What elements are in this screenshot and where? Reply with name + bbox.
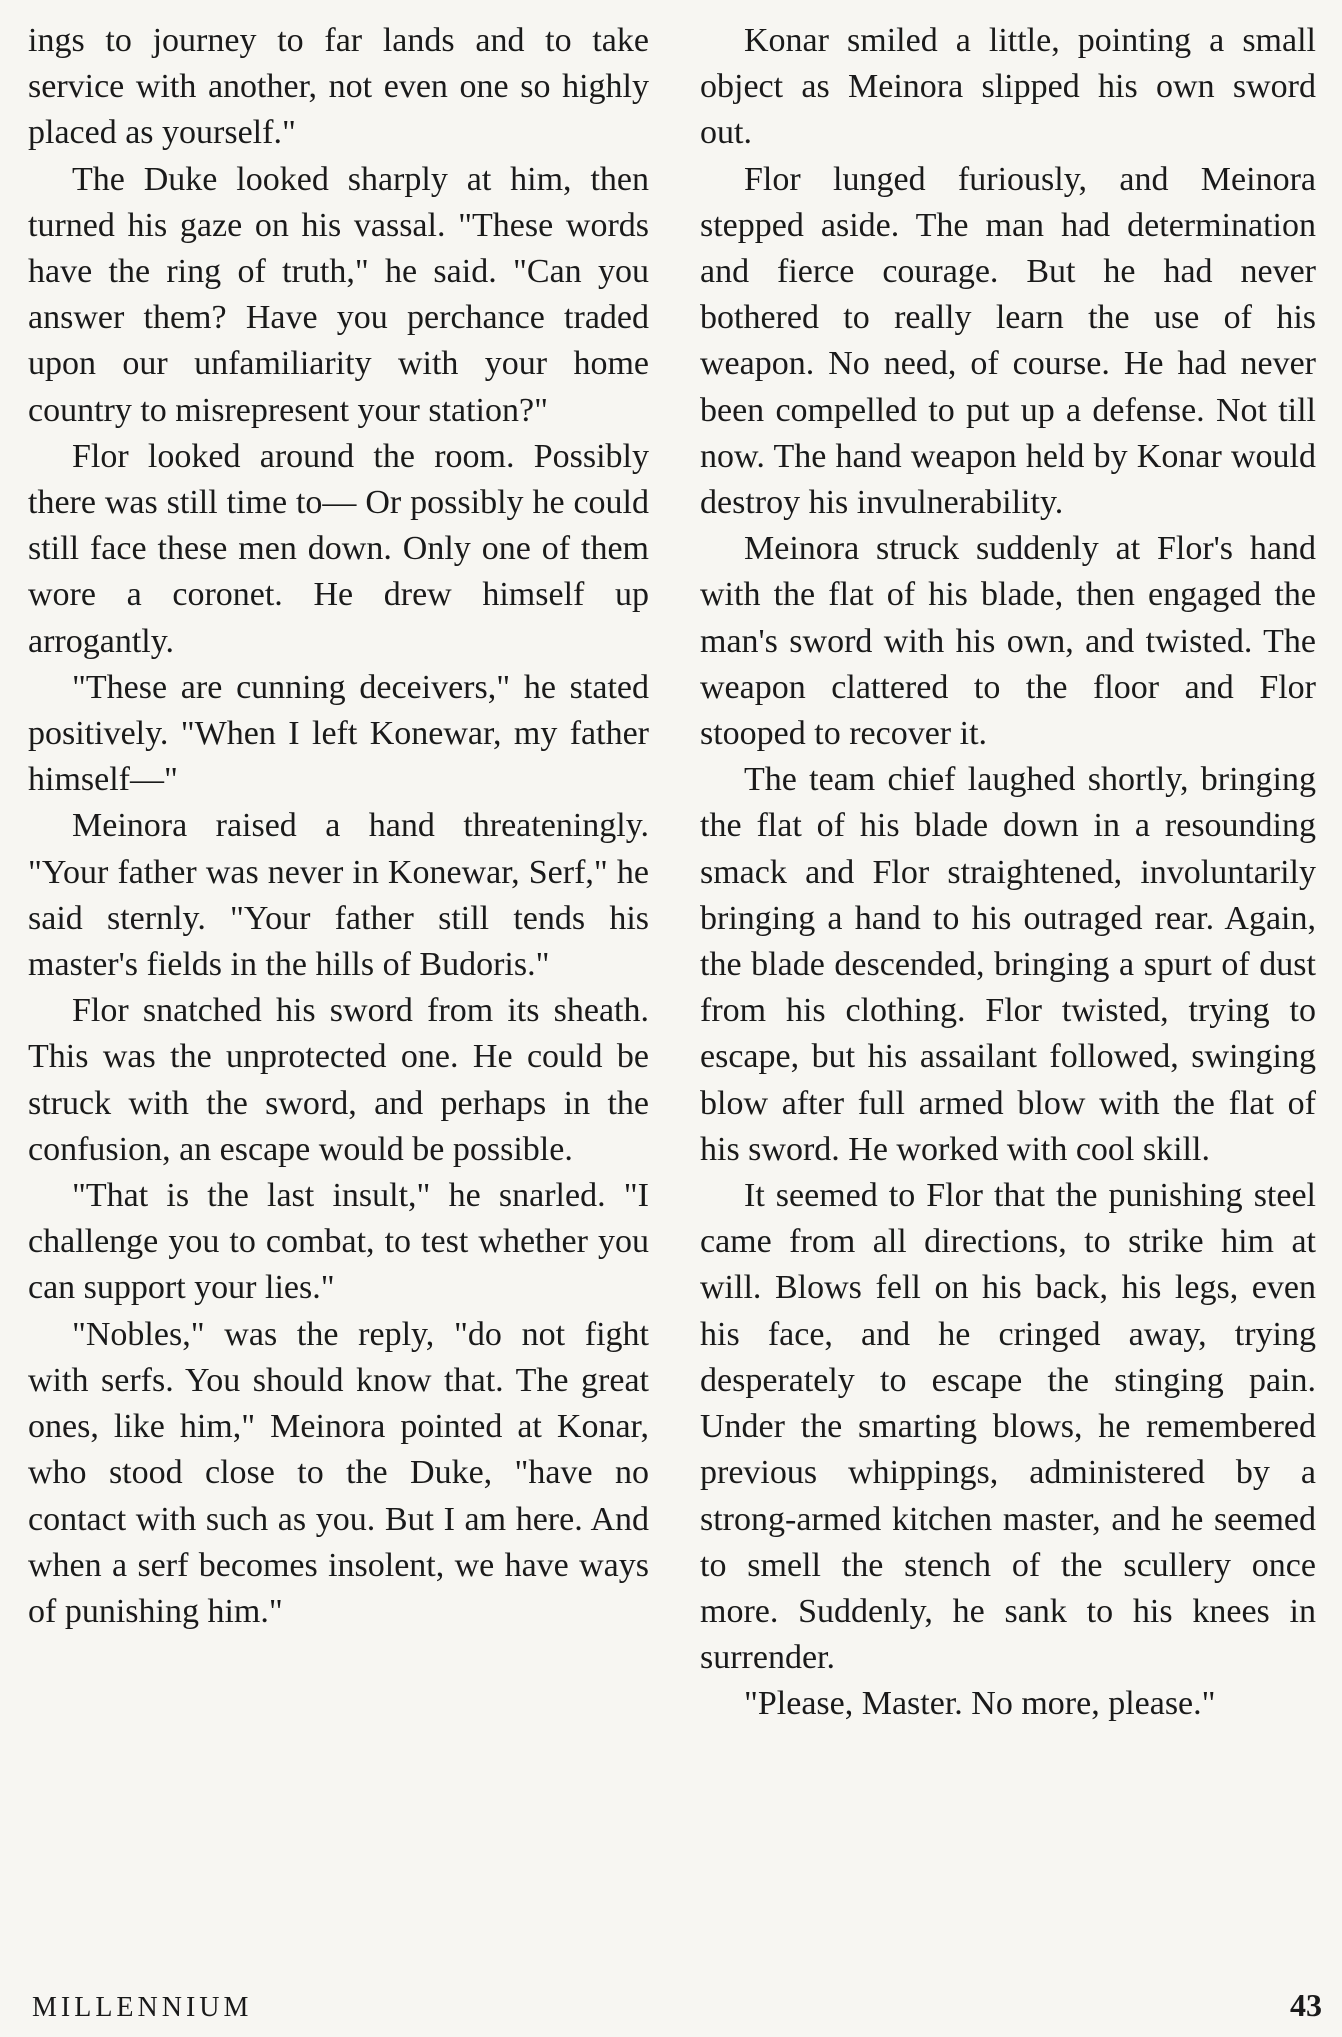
paragraph: ings to journey to far lands and to take service with another, not even one so highly placed as yourself." xyxy=(28,22,649,152)
paragraph: "Please, Master. No more, please." xyxy=(744,1685,1216,1723)
paragraph: The Duke looked sharply at him, then turned his gaze on his vassal. "These words have the ring of truth," he said. "Can you answer them? Have you perchance traded upon our unfamiliarity with your home country to misrepresent your station?" xyxy=(28,160,649,429)
magazine-title: MILLENNIUM xyxy=(32,1992,253,2023)
paragraph: Flor snatched his sword from its sheath. This was the unprotected one. He could be struck with the sword, and perhaps in the confusion, an escape would be possible. xyxy=(28,992,649,1168)
right-column xyxy=(700,18,1316,1728)
paragraph: Meinora struck suddenly at Flor's hand with the flat of his blade, then engaged the man's sword with his own, and twisted. The weapon clattered to the floor and Flor stooped to recover it. xyxy=(700,530,1316,753)
paragraph: Meinora raised a hand threateningly. "Your father was never in Konewar, Serf," he said sternly. "Your father still tends his master's fields in the hills of Budoris." xyxy=(28,807,649,984)
paragraph: Konar smiled a little, pointing a small object as Meinora slipped his own sword out. xyxy=(700,22,1316,152)
paragraph: It seemed to Flor that the punishing steel came from all directions, to strike him at will. Blows fell on his back, his legs, even his face, and he cringed away, trying desperately to escape the stinging pain. Under the smarting blows, he remembered previous whippings, administered by a strong-armed kitchen master, and he seemed to smell the stench of the scullery once more. Suddenly, he sank to his knees in surrender. xyxy=(700,1177,1316,1677)
page-number: 43 xyxy=(1290,1987,1322,2023)
paragraph: Flor looked around the room. Possibly there was still time to— Or possibly he could still face these men down. Only one of them wore a coronet. He drew himself up arrogantly. xyxy=(28,437,649,660)
paragraph: The team chief laughed shortly, bringing the flat of his blade down in a resounding smack and Flor straightened, involuntarily bringing a hand to his outraged rear. Again, the blade descended, bringing a spurt of dust from his clothing. Flor twisted, trying to escape, but his assailant followed, swinging blow after full armed blow with the flat of his sword. He worked with cool skill. xyxy=(700,761,1316,1168)
paragraph: "Nobles," was the reply, "do not fight with serfs. You should know that. The great ones, like him," Meinora pointed at Konar, who stood close to the Duke, "have no contact with such as you. But I am here. And when a serf becomes insolent, we have ways of punishing him." xyxy=(28,1315,649,1630)
paragraph: "These are cunning deceivers," he stated positively. "When I left Konewar, my father himself—" xyxy=(28,668,649,799)
left-column xyxy=(28,18,649,1635)
page-footer xyxy=(32,1978,1322,2024)
paragraph: Flor lunged furiously, and Meinora stepped aside. The man had determination and fierce courage. But he had never bothered to really learn the use of his weapon. No need, of course. He had never been compelled to put up a defense. Not till now. The hand weapon held by Konar would destroy his invulnerability. xyxy=(700,160,1316,522)
paragraph: "That is the last insult," he snarled. "I challenge you to combat, to test whether you can support your lies." xyxy=(28,1177,649,1307)
